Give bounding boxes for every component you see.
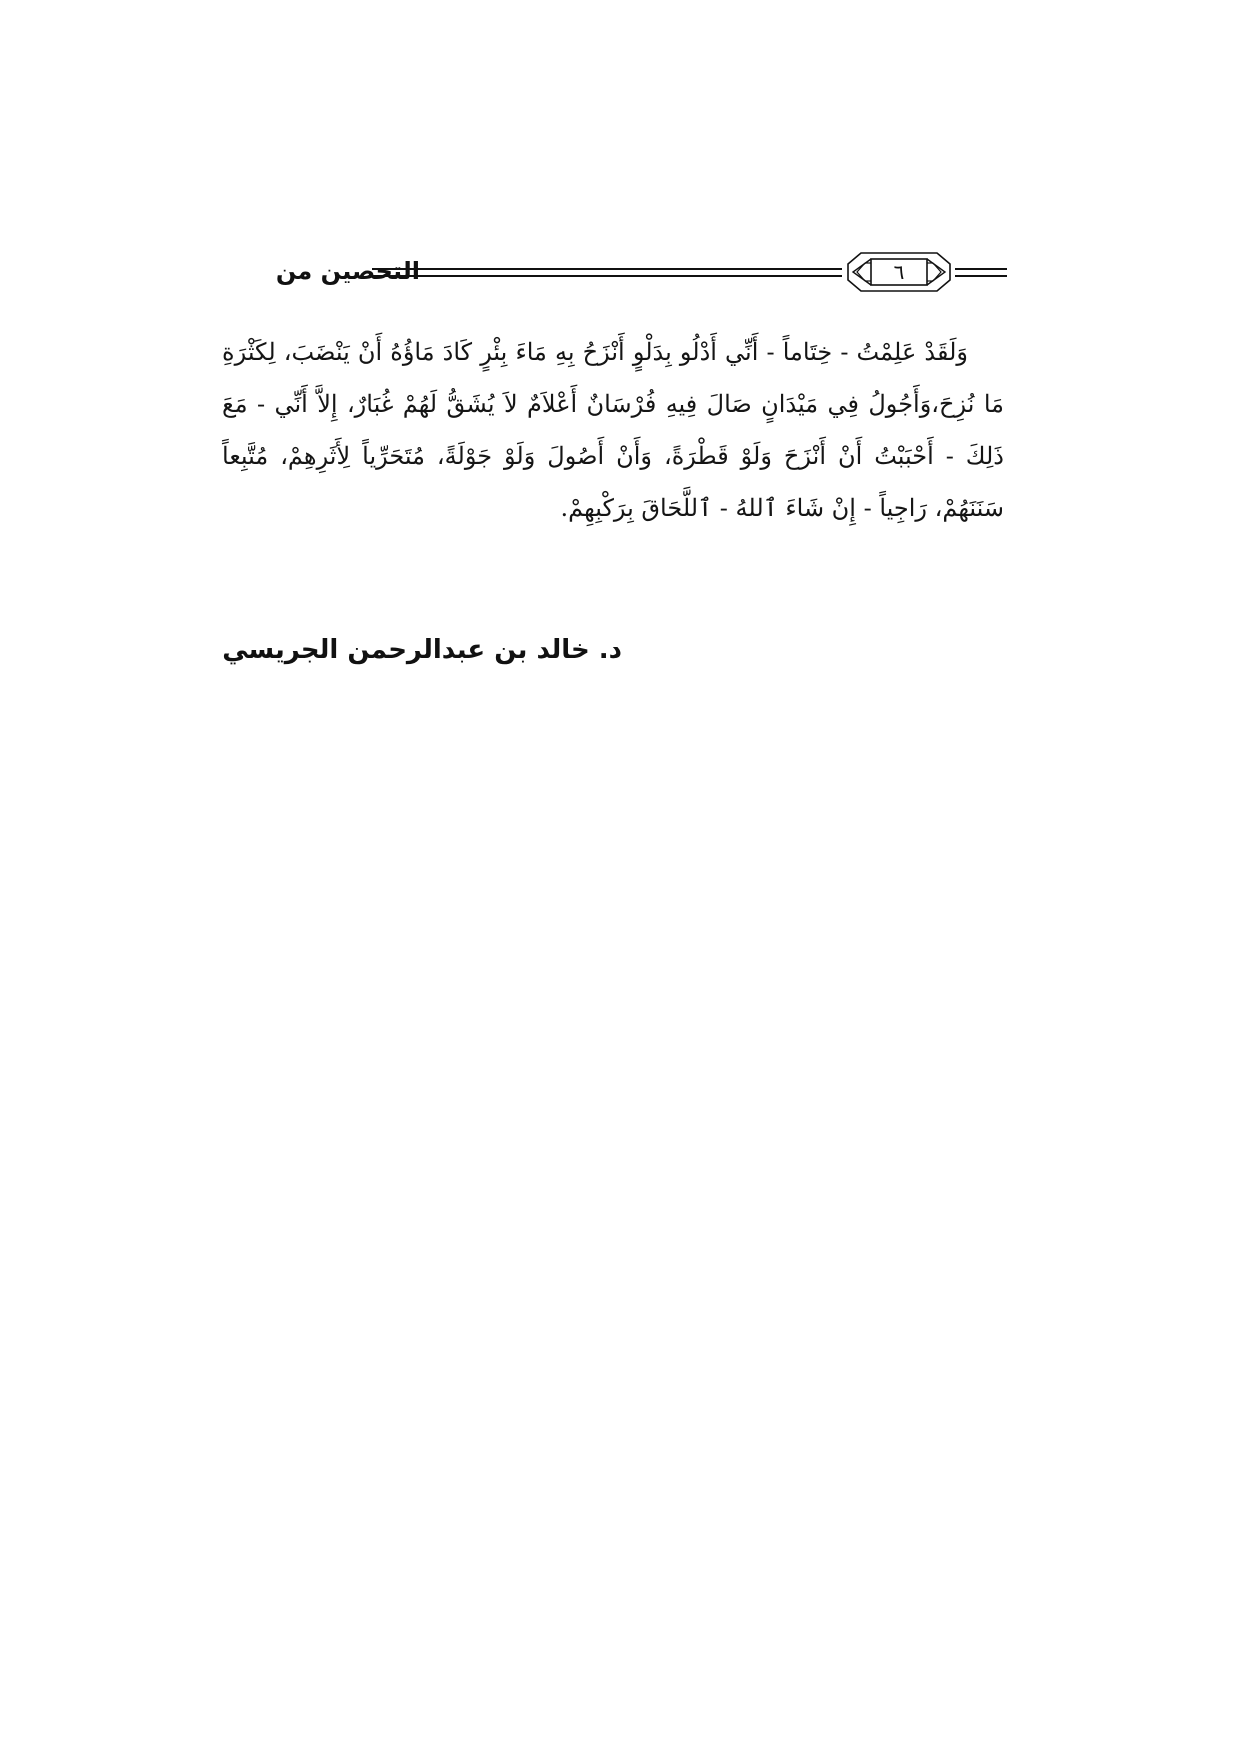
page-header	[225, 252, 1005, 296]
page-number: ٦	[893, 260, 905, 284]
author-signature: د. خالد بن عبدالرحمن الجريسي	[222, 635, 622, 665]
running-title: التحصين من	[275, 257, 420, 285]
body-paragraph: وَلَقَدْ عَلِمْتُ - خِتَاماً - أَنِّي أَدْلُو بِدَلْوٍ أَنْزَحُ بِهِ مَاءَ بِئْرٍ كَادَ مَاؤُهُ أَنْ يَنْضَبَ، لِكَثْرَةِ مَا نُزِحَ،وَأَجُولُ فِي مَيْدَانٍ صَالَ فِيهِ فُرْسَانٌ أَعْلاَمٌ لاَ يُشَقُّ لَهُمْ غُبَارٌ، إِلاَّ أَنِّي - مَعَ ذَلِكَ - أَحْبَبْتُ أَنْ أَنْزَحَ وَلَوْ قَطْرَةً، وَأَنْ أَصُولَ وَلَوْ جَوْلَةً، مُتَحَرِّياً لِأَثَرِهِمْ، مُتَّبِعاً سَنَنَهُمْ، رَاجِياً - إِنْ شَاءَ ٱللهُ - ٱللَّحَاقَ بِرَكْبِهِمْ.	[222, 338, 1004, 522]
header-rule	[372, 275, 842, 277]
header-rule	[955, 275, 1007, 277]
body-text	[222, 326, 1004, 534]
page-number-badge	[847, 252, 951, 292]
header-rule	[955, 268, 1007, 270]
header-rule	[372, 268, 842, 270]
